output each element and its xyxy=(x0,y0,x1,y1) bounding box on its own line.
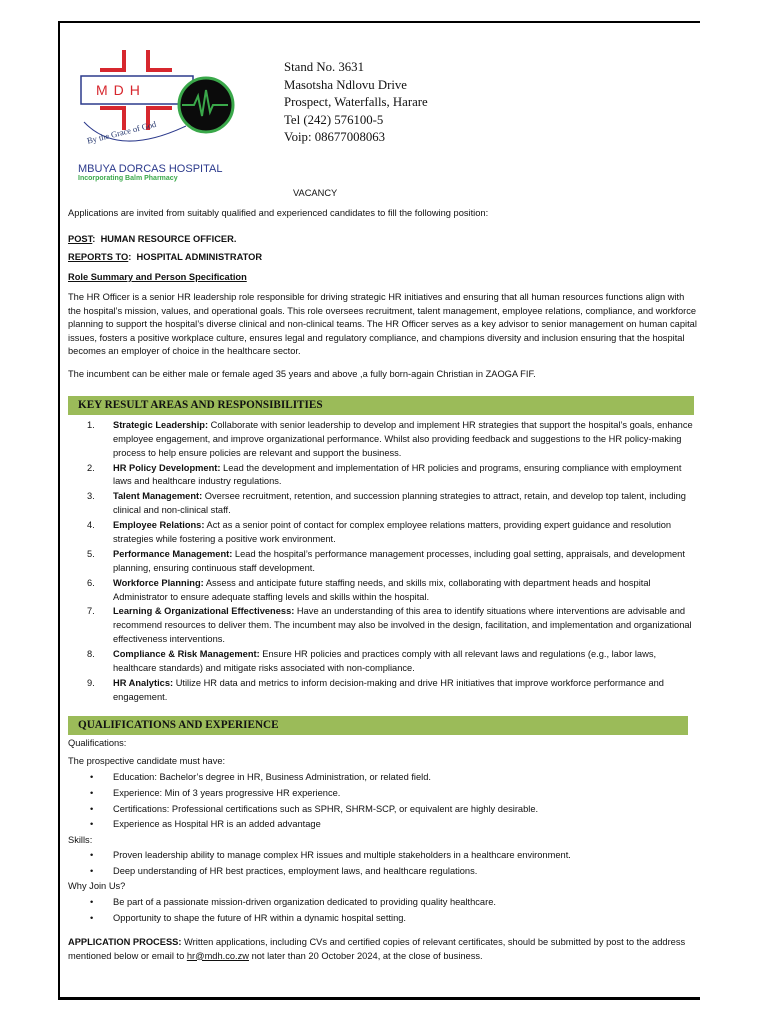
bullet-icon: • xyxy=(90,897,94,907)
post-label: POST xyxy=(68,234,93,244)
kra-text: Lead the hospital’s performance management processes, including goal setting, appraisals, and development planning, ensuring continuous staff development. xyxy=(113,548,685,573)
logo-hospital-name: MBUYA DORCAS HOSPITAL xyxy=(78,163,223,175)
kra-title: Talent Management: xyxy=(113,491,203,502)
list-item xyxy=(90,803,538,817)
kra-number: 7. xyxy=(87,606,95,617)
kra-title: Strategic Leadership: xyxy=(113,420,209,430)
skills-label: Skills: xyxy=(68,835,93,845)
qualification-text: Certifications: Professional certifications such as SPHR, SHRM-SCP, or equivalent are highly desirable. xyxy=(113,804,539,814)
bullet-icon: • xyxy=(90,804,94,814)
list-item xyxy=(82,677,698,705)
kra-text: Oversee recruitment, retention, and succession planning strategies to attract, retain, and develop top talent, including clinical and non-clinical staff. xyxy=(113,491,686,516)
intro-text: Applications are invited from suitably qualified and experienced candidates to fill the following position: xyxy=(68,208,489,218)
qualification-text: Education: Bachelor’s degree in HR, Business Administration, or related field. xyxy=(113,772,431,782)
bullet-icon: • xyxy=(90,772,94,782)
list-item xyxy=(82,648,698,676)
bullet-icon: • xyxy=(90,850,94,860)
post-line: POST: HUMAN RESOURCE OFFICER. xyxy=(68,234,237,244)
qualifications-section-heading: QUALIFICATIONS AND EXPERIENCE xyxy=(68,716,688,735)
kra-title: HR Policy Development: xyxy=(113,462,221,473)
bullet-icon: • xyxy=(90,788,94,798)
list-item xyxy=(90,771,431,785)
list-item xyxy=(82,490,698,518)
kra-text: Have an understanding of this area to identify situations where interventions are advisable and recommend resources to deliver them. The incumbent may also be involved in the design, facilitation, and implementation and organizational effectiveness interventions. xyxy=(113,606,692,645)
application-label: APPLICATION PROCESS: xyxy=(68,937,182,947)
list-item xyxy=(82,419,698,460)
list-item xyxy=(90,912,406,926)
reports-to-label: REPORTS TO xyxy=(68,252,129,262)
kra-title: Learning & Organizational Effectiveness: xyxy=(113,606,295,617)
kra-number: 8. xyxy=(87,649,95,660)
why-join-text: Be part of a passionate mission-driven organization dedicated to providing quality healthcare. xyxy=(113,897,496,907)
application-text: Written applications, including CVs and certified copies of relevant certificates, should be submitted by post to the address mentioned below or email to xyxy=(68,937,686,961)
list-item xyxy=(82,548,698,576)
post-value: HUMAN RESOURCE OFFICER. xyxy=(100,234,237,244)
bullet-icon: • xyxy=(90,819,94,829)
kra-text: Act as a senior point of contact for complex employee relations matters, providing expert guidance and resolution strategies while fostering a positive work environment. xyxy=(113,520,672,544)
bullet-icon: • xyxy=(90,866,94,876)
kra-title: HR Analytics: xyxy=(113,677,174,688)
skill-text: Proven leadership ability to manage complex HR issues and multiple stakeholders in a healthcare environment. xyxy=(113,850,571,860)
list-item xyxy=(90,849,571,863)
kra-text: Lead the development and implementation of HR policies and programs, ensuring compliance with employment laws and healthcare industry regulations. xyxy=(113,462,682,487)
list-item xyxy=(82,519,698,547)
email-link[interactable]: hr@mdh.co.zw xyxy=(186,950,249,961)
kra-text: Assess and anticipate future staffing needs, and skills mix, collaborating with department heads and hospital Administrator to ensure adequate staffing levels and skills within the hospital. xyxy=(113,577,651,602)
role-summary-heading: Role Summary and Person Specification xyxy=(68,272,247,282)
role-summary-text: The HR Officer is a senior HR leadership role responsible for driving strategic HR initiatives and ensuring that all human resources functions align with the hospital’s mission, values, and operational goals. This role oversees recruitment, talent management, employee relations, compliance, and workforce planning to support the hospital’s diverse clinical and non-clinical teams. The HR Officer serves as a key advisor to senior management on human capital issues, fosters a positive workplace culture, ensures legal and regulatory compliance, and champions diversity and inclusion ensuring that the hospital becomes an employer of choice in the healthcare sector. xyxy=(68,292,697,357)
list-item xyxy=(82,462,698,490)
kra-number: 1. xyxy=(87,420,95,430)
candidate-intro: The prospective candidate must have: xyxy=(68,756,226,766)
kra-number: 5. xyxy=(87,548,95,559)
logo-initials: MDH xyxy=(96,82,146,98)
kra-section-heading: KEY RESULT AREAS AND RESPONSIBILITIES xyxy=(68,396,694,415)
kra-text: Ensure HR policies and practices comply with all relevant laws and regulations (e.g., labor laws, healthcare standards) and mitigate risks associated with non-compliance. xyxy=(113,649,657,673)
qualification-text: Experience: Min of 3 years progressive HR experience. xyxy=(113,788,341,798)
list-item xyxy=(82,577,698,605)
kra-title: Compliance & Risk Management: xyxy=(113,649,260,660)
address-block xyxy=(284,59,428,147)
address-phone: Tel (242) 576100-5 xyxy=(284,112,384,127)
logo-tagline: Incorporating Balm Pharmacy xyxy=(78,175,178,182)
logo-motto: By the Grace of God xyxy=(86,118,158,146)
why-join-text: Opportunity to shape the future of HR within a dynamic hospital setting. xyxy=(113,913,407,923)
address-line: Masotsha Ndlovu Drive xyxy=(284,77,407,92)
kra-number: 9. xyxy=(87,677,95,688)
hospital-logo xyxy=(78,46,244,186)
address-voip: Voip: 08677008063 xyxy=(284,130,386,145)
list-item xyxy=(90,896,496,910)
incumbent-text: The incumbent can be either male or female aged 35 years and above ,a fully born-again Christian in ZAOGA FIF. xyxy=(68,369,536,379)
reports-to-value: HOSPITAL ADMINISTRATOR xyxy=(136,252,263,262)
reports-to-line: REPORTS TO: HOSPITAL ADMINISTRATOR xyxy=(68,252,263,262)
kra-number: 6. xyxy=(87,577,95,588)
list-item xyxy=(82,605,698,646)
vacancy-heading: VACANCY xyxy=(293,188,338,198)
kra-text: Utilize HR data and metrics to inform decision-making and drive HR initiatives that improve workforce performance and engagement. xyxy=(113,677,664,702)
kra-number: 3. xyxy=(87,491,95,502)
kra-number: 4. xyxy=(87,520,95,531)
address-line: Stand No. 3631 xyxy=(284,60,364,74)
skill-text: Deep understanding of HR best practices, employment laws, and healthcare regulations. xyxy=(113,866,478,876)
kra-list xyxy=(82,419,698,706)
qualifications-label: Qualifications: xyxy=(68,738,127,748)
kra-number: 2. xyxy=(87,462,95,473)
application-deadline-text: not later than 20 October 2024, at the close of business. xyxy=(249,950,483,961)
address-line: Prospect, Waterfalls, Harare xyxy=(284,95,428,110)
application-process xyxy=(68,936,698,963)
kra-text: Collaborate with senior leadership to develop and implement HR strategies that support the hospital’s goals, enhance employee engagement, and improve organizational performance. Whilst also providing feedback and suggestions to the HR policy-making process to help ensure policies are relevant and support the business. xyxy=(113,420,693,458)
why-join-label: Why Join Us? xyxy=(68,881,126,891)
list-item xyxy=(90,787,340,801)
kra-title: Performance Management: xyxy=(113,548,233,559)
list-item xyxy=(90,865,477,879)
qualification-text: Experience as Hospital HR is an added advantage xyxy=(113,819,321,829)
list-item xyxy=(90,818,321,832)
kra-title: Workforce Planning: xyxy=(113,577,204,588)
kra-title: Employee Relations: xyxy=(113,520,205,531)
bullet-icon: • xyxy=(90,913,94,923)
